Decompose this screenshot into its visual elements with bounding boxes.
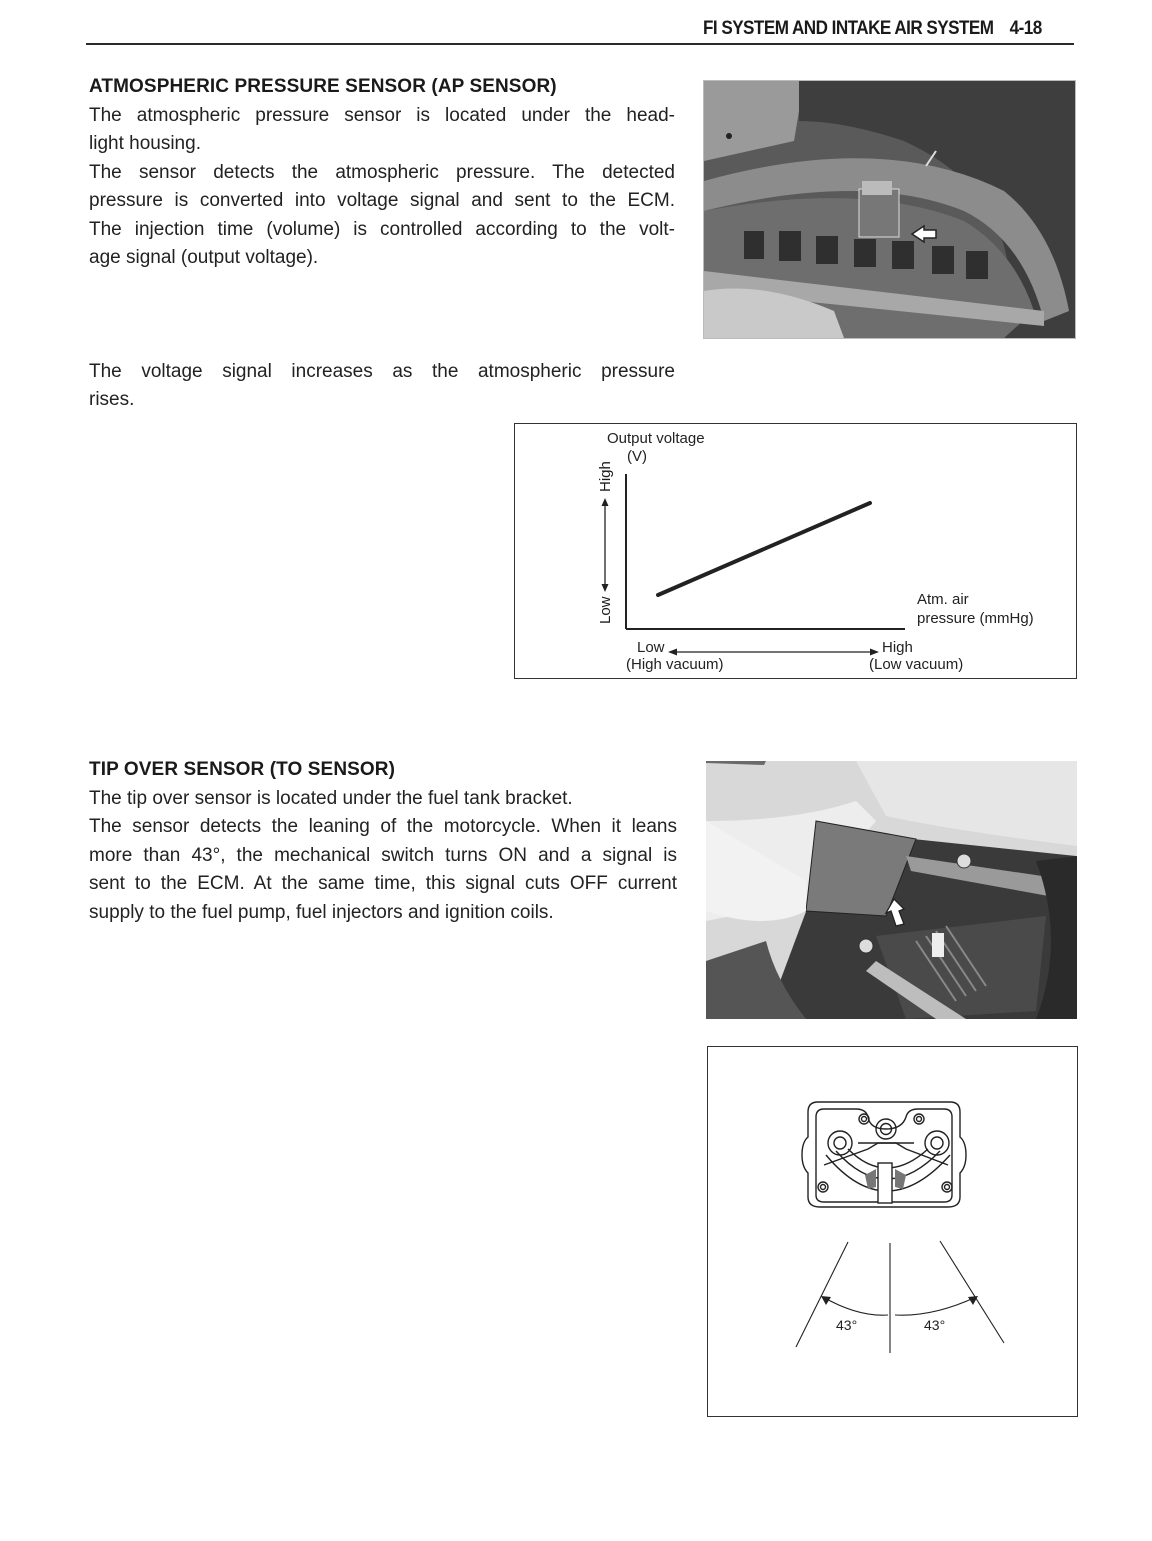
text-line: The sensor detects the atmospheric pressure. The detected (89, 161, 675, 183)
text-line: The sensor detects the leaning of the motorcycle. When it leans (89, 816, 677, 838)
y-axis-unit: (V) (627, 448, 647, 465)
text-line: The atmospheric pressure sensor is located under the head- (89, 105, 675, 126)
output-voltage-chart (514, 423, 1077, 679)
x-axis-title-line1: Atm. air (917, 591, 969, 608)
y-high-label: High (597, 461, 614, 492)
fuel-tank-bracket-photo-icon (706, 761, 1077, 1019)
x-high-label: High (882, 639, 913, 656)
headlight-housing-photo-icon (704, 81, 1075, 338)
to-sensor-diagram (707, 1046, 1078, 1417)
voltage-line (658, 503, 870, 595)
text-line: supply to the fuel pump, fuel injectors and ignition coils. (89, 901, 554, 923)
page-number: 4-18 (1009, 18, 1042, 39)
text-line: light housing. (89, 133, 201, 155)
to-sensor-heading: TIP OVER SENSOR (TO SENSOR) (89, 759, 396, 780)
text-line: more than 43°, the mechanical switch turns ON and a signal is (89, 844, 677, 866)
ap-sensor-note (89, 358, 675, 415)
tip-over-sensor-diagram-icon (708, 1047, 1077, 1416)
to-sensor-paragraph (89, 785, 677, 927)
to-sensor-photo (705, 760, 1078, 1020)
running-header (703, 18, 1042, 40)
y-axis-title: Output voltage (607, 430, 705, 447)
text-line: sent to the ECM. At the same time, this signal cuts OFF current (89, 873, 677, 895)
right-angle-label: 43° (924, 1317, 946, 1333)
text-line: rises. (89, 389, 135, 411)
text-line: age signal (output voltage). (89, 247, 319, 269)
text-line: pressure is converted into voltage signal and sent to the ECM. (89, 190, 675, 212)
y-low-label: Low (597, 596, 614, 624)
header-rule (86, 43, 1074, 45)
text-line: The tip over sensor is located under the fuel tank bracket. (89, 788, 573, 809)
x-low-label: Low (637, 639, 665, 656)
x-axis-title-line2: pressure (mmHg) (917, 610, 1034, 627)
x-high-sublabel: (Low vacuum) (869, 656, 964, 673)
text-line: The injection time (volume) is controlled according to the volt- (89, 218, 675, 240)
ap-sensor-heading: ATMOSPHERIC PRESSURE SENSOR (AP SENSOR) (89, 76, 557, 97)
ap-sensor-photo (703, 80, 1076, 339)
ap-sensor-paragraph (89, 102, 675, 272)
left-angle-label: 43° (836, 1317, 858, 1333)
section-title: FI SYSTEM AND INTAKE AIR SYSTEM (703, 18, 994, 39)
text-line: The voltage signal increases as the atmospheric pressure (89, 361, 675, 382)
x-low-sublabel: (High vacuum) (626, 656, 724, 673)
